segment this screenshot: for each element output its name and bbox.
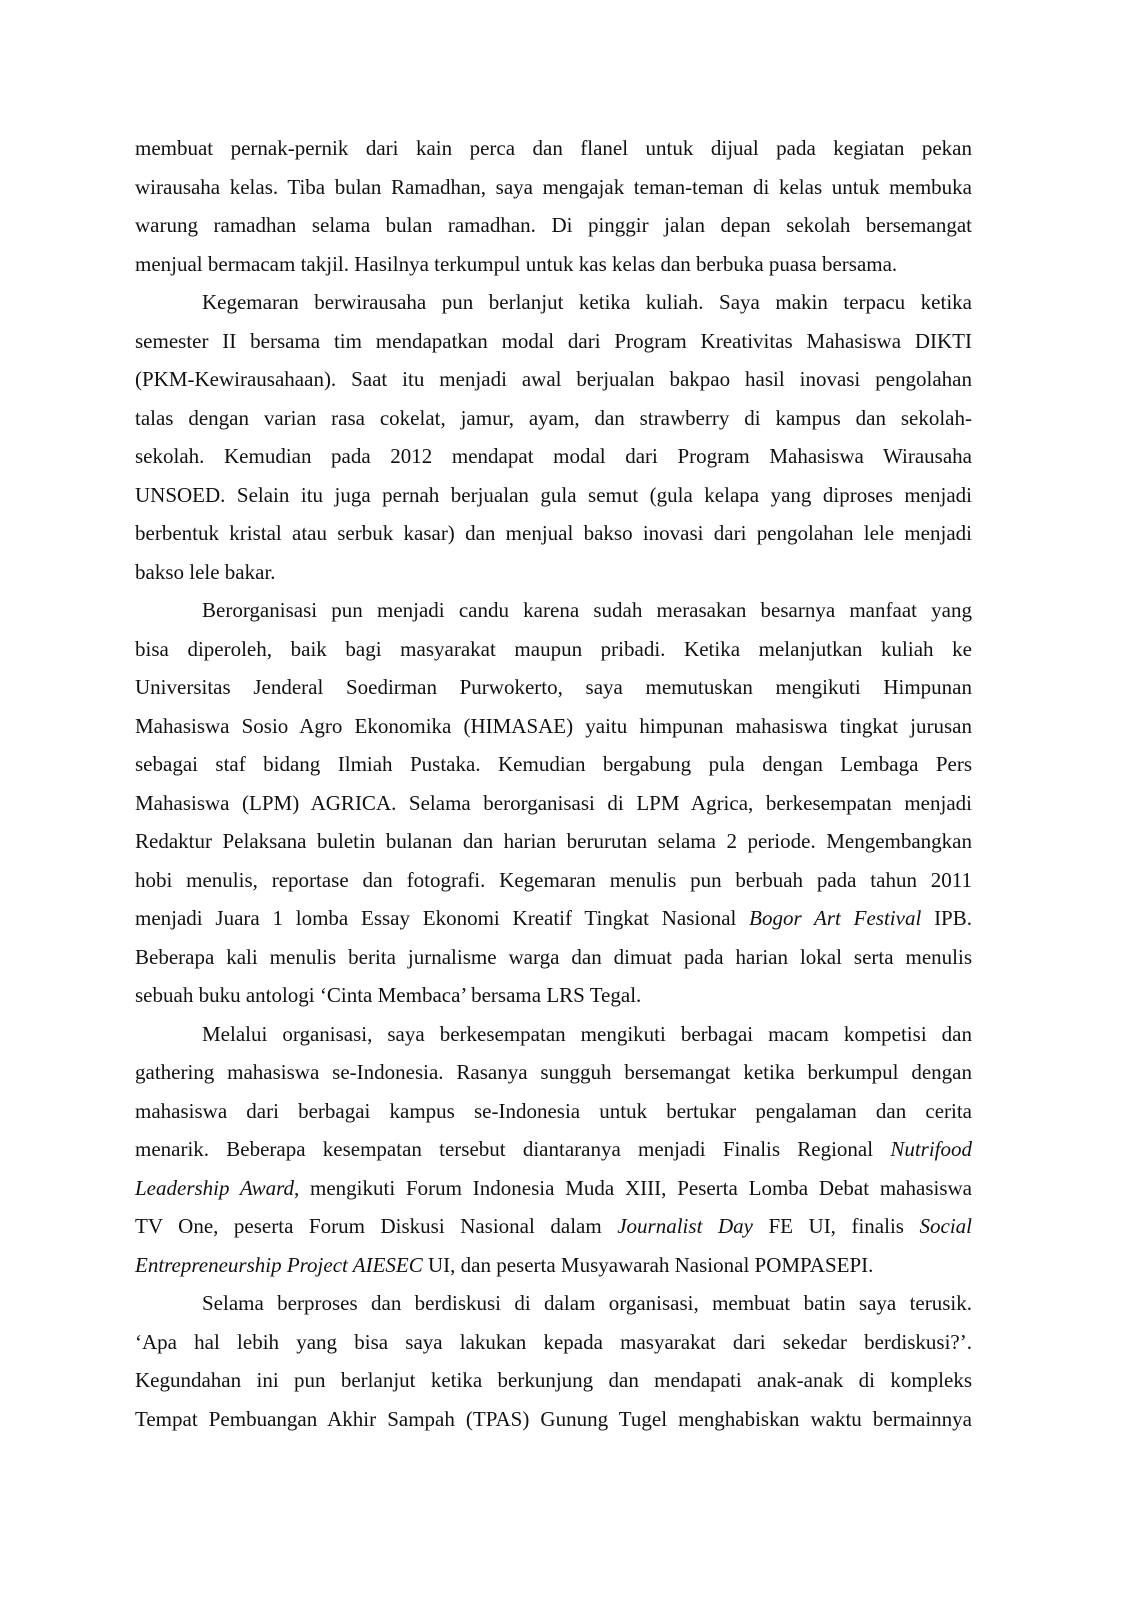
text-line: sekolah. Kemudian pada 2012 mendapat modal dari Program Mahasiswa Wirausaha bbox=[135, 444, 972, 468]
document-body bbox=[135, 129, 972, 1438]
paragraph bbox=[135, 591, 972, 1015]
text-line: Berorganisasi pun menjadi candu karena sudah merasakan besarnya manfaat yang bbox=[202, 598, 972, 622]
paragraph bbox=[135, 1015, 972, 1285]
text-line: mahasiswa dari berbagai kampus se-Indonesia untuk bertukar pengalaman dan cerita bbox=[135, 1098, 972, 1123]
text-line: Redaktur Pelaksana buletin bulanan dan harian berurutan selama 2 periode. Mengembangkan bbox=[135, 829, 972, 853]
italic-text: Leadership Award bbox=[135, 1175, 294, 1200]
text-segment: TV One, peserta Forum Diskusi Nasional dalam bbox=[135, 1214, 618, 1238]
text-segment: menjadi Juara 1 lomba Essay Ekonomi Kreatif Tingkat Nasional bbox=[135, 906, 750, 930]
text-segment: IPB. bbox=[921, 906, 972, 930]
text-line bbox=[135, 1207, 972, 1246]
text-line: membuat pernak-pernik dari kain perca dan flanel untuk dijual pada kegiatan pekan bbox=[135, 136, 972, 160]
text-line: Beberapa kali menulis berita jurnalisme warga dan dimuat pada harian lokal serta menulis bbox=[135, 944, 972, 969]
italic-text: Bogor Art Festival bbox=[749, 906, 922, 930]
text-segment: FE UI, finalis bbox=[752, 1214, 920, 1238]
text-line bbox=[135, 1169, 972, 1208]
text-line: berbentuk kristal atau serbuk kasar) dan menjual bakso inovasi dari pengolahan lele menjadi bbox=[135, 521, 972, 545]
text-line: semester II bersama tim mendapatkan modal dari Program Kreativitas Mahasiswa DIKTI bbox=[135, 328, 972, 353]
text-line: sebagai staf bidang Ilmiah Pustaka. Kemudian bergabung pula dengan Lembaga Pers bbox=[135, 752, 972, 776]
text-line: talas dengan varian rasa cokelat, jamur, ayam, dan strawberry di kampus dan sekolah- bbox=[135, 405, 972, 430]
text-line: gathering mahasiswa se-Indonesia. Rasanya sungguh bersemangat ketika berkumpul dengan bbox=[135, 1060, 972, 1084]
text-line: Selama berproses dan berdiskusi di dalam organisasi, membuat batin saya terusik. bbox=[202, 1291, 972, 1315]
text-line: Melalui organisasi, saya berkesempatan mengikuti berbagai macam kompetisi dan bbox=[202, 1021, 972, 1046]
text-line: sebuah buku antologi ‘Cinta Membaca’ bersama LRS Tegal. bbox=[135, 983, 642, 1007]
italic-text: Entrepreneurship Project AIESEC bbox=[135, 1252, 423, 1277]
text-segment: , mengikuti Forum Indonesia Muda XIII, Peserta Lomba Debat mahasiswa bbox=[293, 1175, 972, 1200]
italic-text: Journalist Day bbox=[617, 1214, 753, 1238]
text-line: (PKM-Kewirausahaan). Saat itu menjadi awal berjualan bakpao hasil inovasi pengolahan bbox=[135, 367, 972, 391]
text-line bbox=[135, 1246, 972, 1285]
text-line: bisa diperoleh, baik bagi masyarakat maupun pribadi. Ketika melanjutkan kuliah ke bbox=[135, 636, 972, 661]
text-line: Mahasiswa Sosio Agro Ekonomika (HIMASAE) yaitu himpunan mahasiswa tingkat jurusan bbox=[135, 713, 972, 738]
text-line: wirausaha kelas. Tiba bulan Ramadhan, saya mengajak teman-teman di kelas untuk membuka bbox=[135, 174, 972, 199]
text-line: bakso lele bakar. bbox=[135, 559, 276, 584]
text-line: Tempat Pembuangan Akhir Sampah (TPAS) Gunung Tugel menghabiskan waktu bermainnya bbox=[135, 1406, 972, 1431]
text-line: hobi menulis, reportase dan fotografi. Kegemaran menulis pun berbuah pada tahun 2011 bbox=[135, 867, 972, 892]
text-line: Mahasiswa (LPM) AGRICA. Selama berorganisasi di LPM Agrica, berkesempatan menjadi bbox=[135, 790, 972, 815]
italic-text: Social bbox=[919, 1214, 972, 1238]
text-line: UNSOED. Selain itu juga pernah berjualan gula semut (gula kelapa yang diproses menjadi bbox=[135, 482, 972, 507]
text-line: Kegundahan ini pun berlanjut ketika berkunjung dan mendapati anak-anak di kompleks bbox=[135, 1368, 972, 1392]
text-line: Kegemaran berwirausaha pun berlanjut ketika kuliah. Saya makin terpacu ketika bbox=[202, 290, 972, 314]
paragraph bbox=[135, 129, 972, 283]
text-segment: UI, dan peserta Musyawarah Nasional POMPASEPI. bbox=[422, 1252, 874, 1277]
text-line bbox=[135, 899, 972, 938]
text-line: Universitas Jenderal Soedirman Purwokerto, saya memutuskan mengikuti Himpunan bbox=[135, 675, 972, 699]
text-segment: menarik. Beberapa kesempatan tersebut diantaranya menjadi Finalis Regional bbox=[135, 1137, 891, 1161]
italic-text: Nutrifood bbox=[890, 1137, 972, 1161]
paragraph bbox=[135, 1284, 972, 1438]
text-line bbox=[135, 1130, 972, 1169]
text-line: menjual bermacam takjil. Hasilnya terkumpul untuk kas kelas dan berbuka puasa bersama. bbox=[135, 251, 898, 276]
text-line: warung ramadhan selama bulan ramadhan. Di pinggir jalan depan sekolah bersemangat bbox=[135, 213, 972, 237]
text-line: ‘Apa hal lebih yang bisa saya lakukan kepada masyarakat dari sekedar berdiskusi?’. bbox=[135, 1329, 972, 1354]
paragraph bbox=[135, 283, 972, 591]
